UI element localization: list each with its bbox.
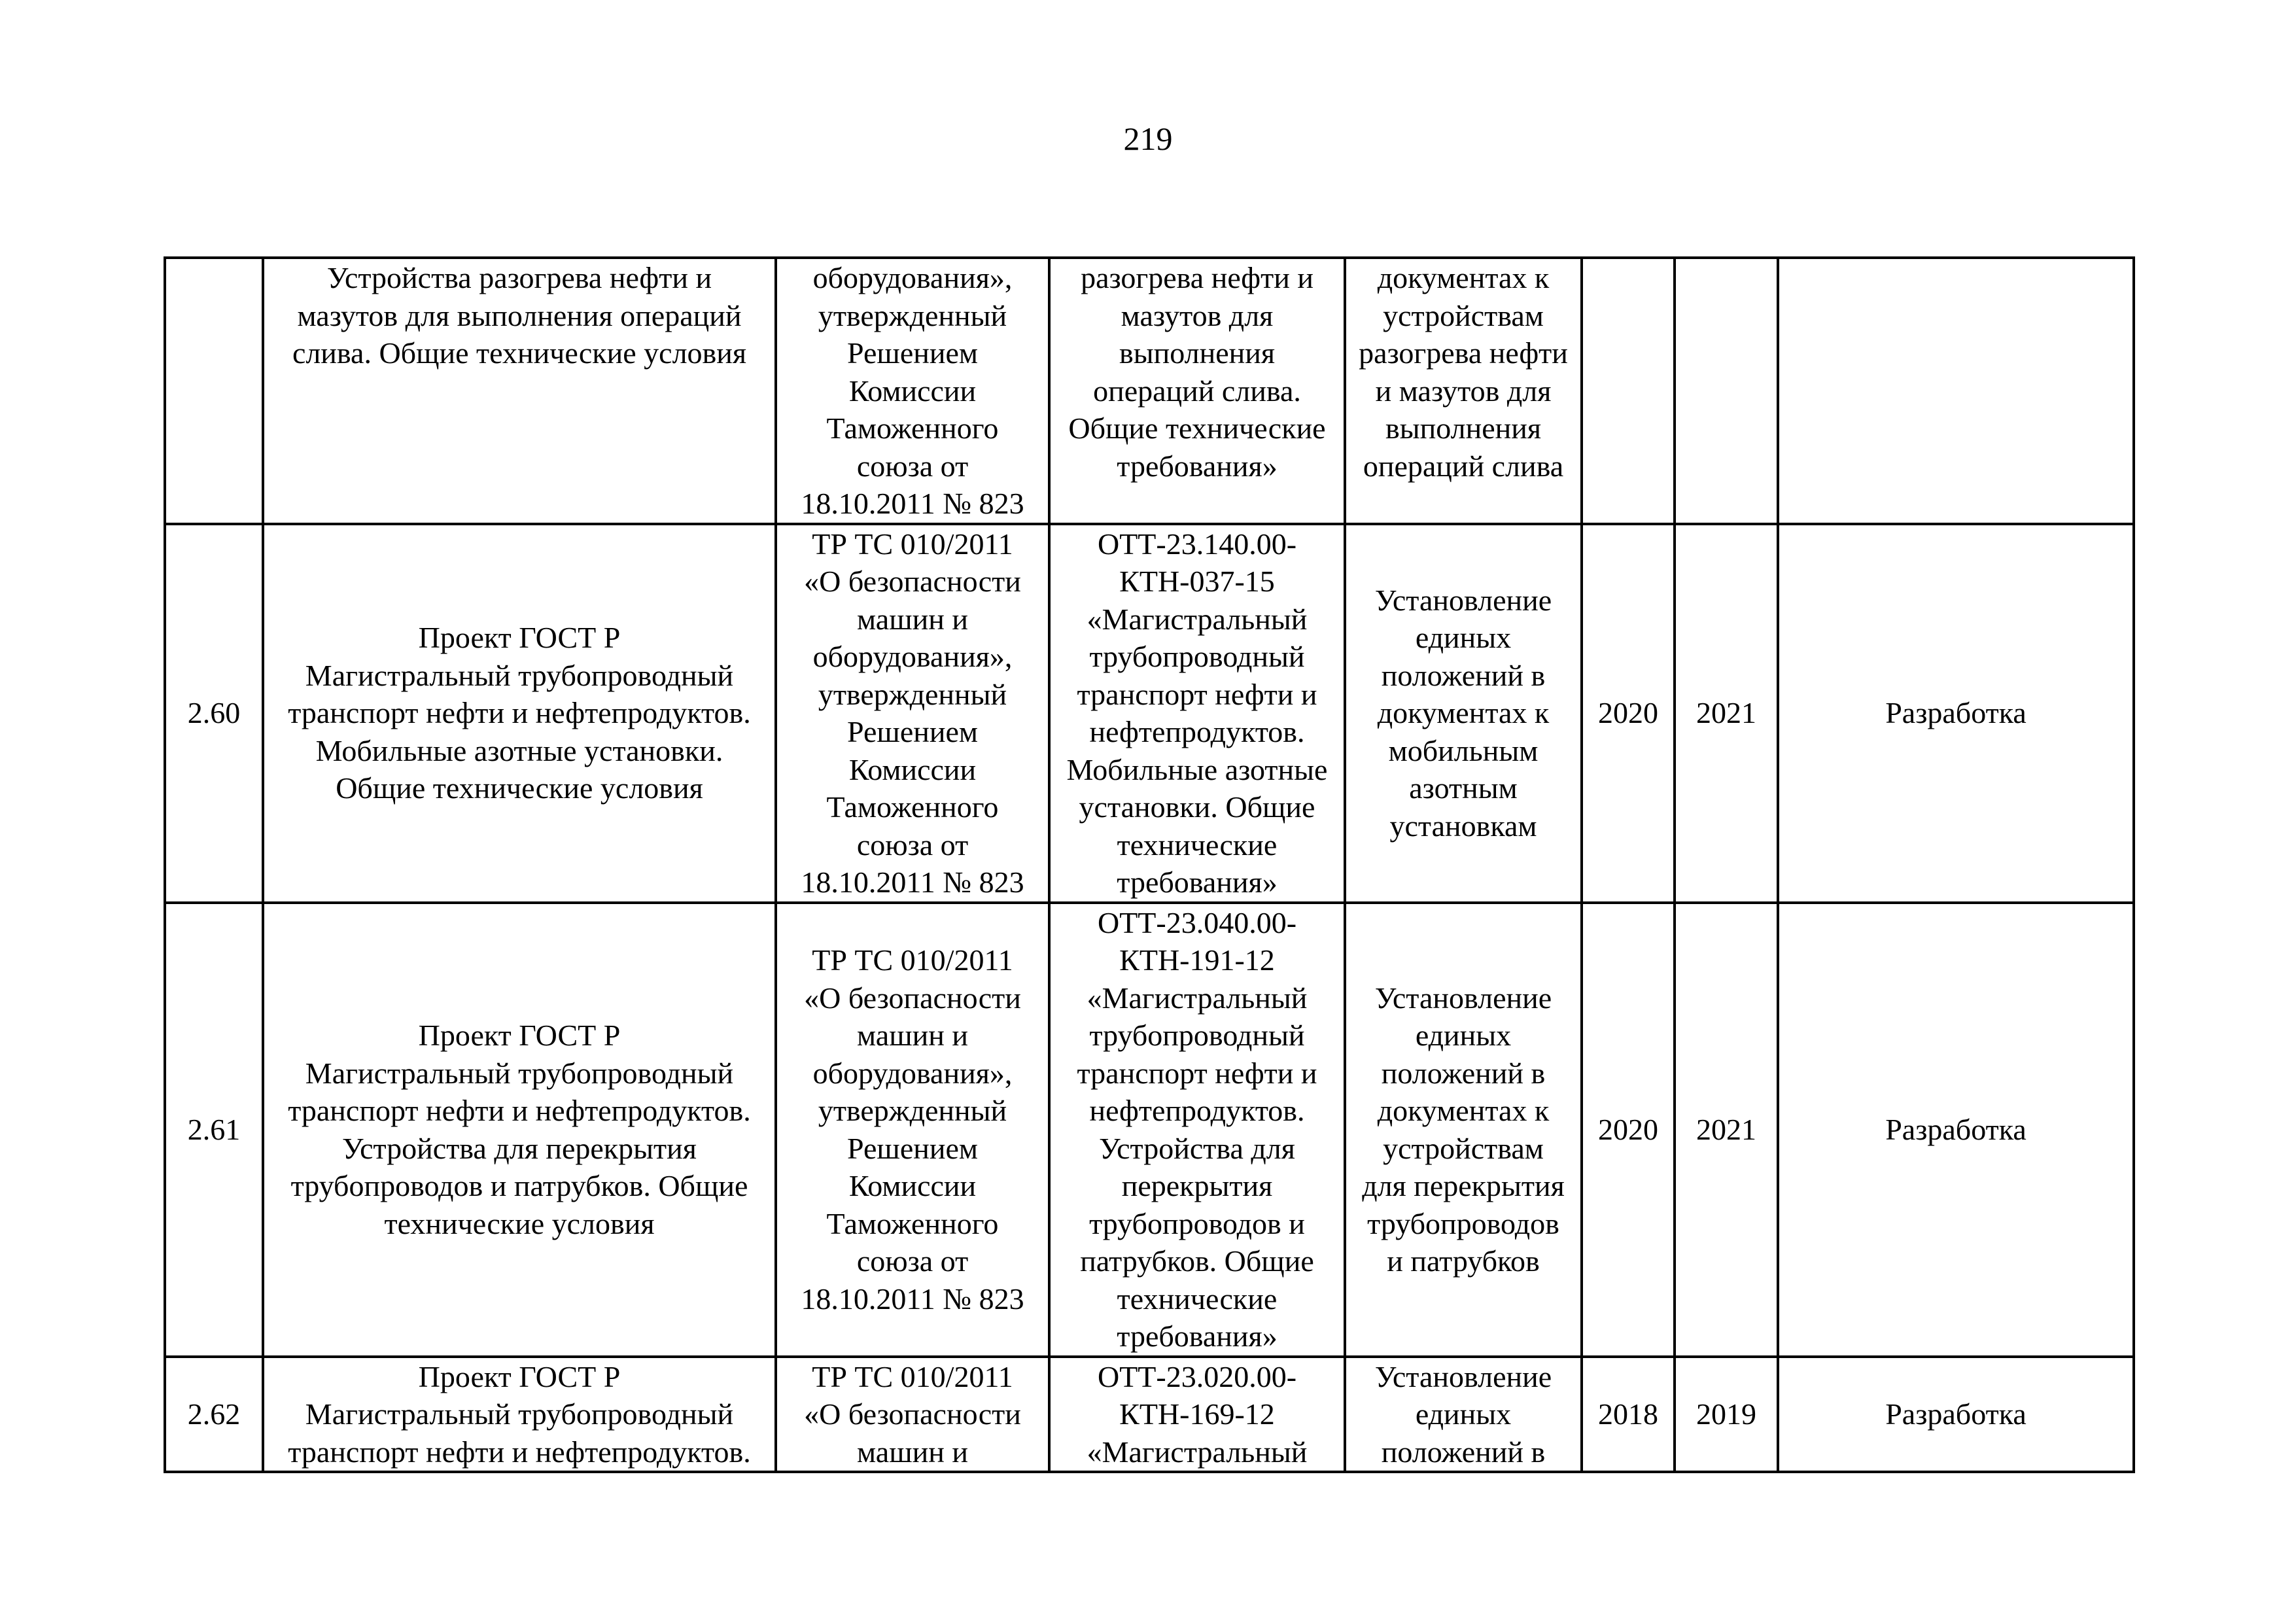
text-line: утвержденный	[818, 298, 1007, 332]
text-line: машин и	[857, 1435, 968, 1469]
text-line: транспорт нефти и нефтепродуктов.	[288, 1094, 751, 1127]
text-line: выполнения	[1385, 411, 1542, 445]
text-line: транспорт нефти и нефтепродуктов.	[288, 696, 751, 730]
text-line: трубопроводов и	[1089, 1206, 1305, 1240]
table-row	[165, 1357, 2134, 1473]
text-line: «Магистральный	[1087, 602, 1308, 636]
standard-name-cell	[263, 524, 776, 903]
text-line: нефтепродуктов.	[1089, 1094, 1305, 1127]
start-year-cell: 2020	[1582, 903, 1675, 1357]
table-row	[165, 903, 2134, 1357]
row-number-cell: 2.62	[165, 1357, 263, 1473]
text-line: транспорт нефти и	[1077, 1056, 1317, 1090]
text-line: Установление	[1374, 981, 1552, 1015]
ott-document-cell	[1049, 1357, 1345, 1473]
goal-cell	[1345, 258, 1582, 524]
text-line: Магистральный трубопроводный	[305, 1397, 734, 1431]
text-line: Общие технические	[1068, 411, 1326, 445]
text-line: Мобильные азотные	[1066, 752, 1328, 786]
text-line: «Магистральный	[1087, 981, 1308, 1015]
text-line: Комиссии	[848, 374, 977, 408]
text-line: союза от	[856, 1244, 969, 1278]
text-line: установкам	[1389, 809, 1537, 843]
text-line: Устройства для	[1099, 1131, 1295, 1165]
end-year-cell: 2021	[1675, 524, 1778, 903]
ott-document-cell	[1049, 258, 1345, 524]
text-line: документах к	[1377, 261, 1550, 294]
text-line: Решением	[847, 336, 978, 370]
text-line: Магистральный трубопроводный	[305, 658, 734, 692]
text-line: положений в	[1381, 1435, 1546, 1469]
text-line: выполнения	[1119, 336, 1276, 370]
ott-document-cell	[1049, 903, 1345, 1357]
text-line: разогрева нефти	[1359, 336, 1568, 370]
row-number-cell: 2.60	[165, 524, 263, 903]
text-line: «Магистральный	[1087, 1435, 1308, 1469]
text-line: Таможенного	[826, 411, 999, 445]
text-line: машин и	[857, 602, 968, 636]
text-line: установки. Общие	[1079, 790, 1315, 824]
goal-cell	[1345, 1357, 1582, 1473]
ott-document-cell	[1049, 524, 1345, 903]
text-line: документах к	[1377, 696, 1550, 730]
text-line: КТН-037-15	[1119, 565, 1275, 598]
text-line: положений в	[1381, 1056, 1546, 1090]
goal-cell	[1345, 524, 1582, 903]
text-line: мобильным	[1388, 733, 1539, 767]
text-line: трубопроводный	[1089, 640, 1305, 673]
text-line: машин и	[857, 1019, 968, 1052]
technical-regulation-cell	[776, 258, 1049, 524]
text-line: КТН-191-12	[1119, 943, 1275, 977]
goal-cell	[1345, 903, 1582, 1357]
row-number-cell	[165, 258, 263, 524]
text-line: единых	[1415, 1397, 1512, 1431]
text-line: ОТТ-23.140.00-	[1097, 527, 1297, 561]
text-line: трубопроводов	[1367, 1206, 1559, 1240]
text-line: 18.10.2011 № 823	[801, 487, 1024, 520]
text-line: и патрубков	[1387, 1244, 1540, 1278]
standard-name-cell	[263, 258, 776, 524]
text-line: Устройства для перекрытия	[342, 1131, 697, 1165]
text-line: Комиссии	[848, 1169, 977, 1202]
text-line: устройствам	[1383, 1131, 1544, 1165]
text-line: трубопроводов и патрубков. Общие	[290, 1169, 748, 1202]
text-line: Мобильные азотные установки.	[315, 733, 723, 767]
table-row	[165, 258, 2134, 524]
text-line: Установление	[1374, 583, 1552, 617]
text-line: 18.10.2011 № 823	[801, 865, 1024, 899]
technical-regulation-cell	[776, 903, 1049, 1357]
text-line: мазутов для выполнения операций	[297, 298, 742, 332]
text-line: транспорт нефти и	[1077, 677, 1317, 711]
text-line: Таможенного	[826, 1206, 999, 1240]
work-type-cell	[1778, 258, 2134, 524]
text-line: союза от	[856, 449, 969, 483]
text-line: технические условия	[384, 1206, 655, 1240]
end-year-cell	[1675, 258, 1778, 524]
start-year-cell	[1582, 258, 1675, 524]
text-line: Комиссии	[848, 752, 977, 786]
text-line: Проект ГОСТ Р	[418, 1359, 621, 1393]
text-line: патрубков. Общие	[1080, 1244, 1314, 1278]
text-line: Решением	[847, 1131, 978, 1165]
standard-name-cell	[263, 1357, 776, 1473]
text-line: требования»	[1117, 1319, 1278, 1353]
text-line: Проект ГОСТ Р	[418, 1019, 621, 1052]
text-line: положений в	[1381, 658, 1546, 692]
work-type-cell: Разработка	[1778, 903, 2134, 1357]
text-line: Решением	[847, 715, 978, 748]
start-year-cell: 2018	[1582, 1357, 1675, 1473]
text-line: 18.10.2011 № 823	[801, 1282, 1024, 1316]
page-number: 219	[1123, 120, 1173, 157]
text-line: «О безопасности	[804, 1397, 1021, 1431]
text-line: требования»	[1117, 449, 1278, 483]
text-line: перекрытия	[1121, 1169, 1273, 1202]
text-line: оборудования»,	[812, 1056, 1013, 1090]
text-line: оборудования»,	[812, 640, 1013, 673]
text-line: КТН-169-12	[1119, 1397, 1275, 1431]
text-line: для перекрытия	[1362, 1169, 1565, 1202]
end-year-cell: 2019	[1675, 1357, 1778, 1473]
text-line: требования»	[1117, 865, 1278, 899]
text-line: Магистральный трубопроводный	[305, 1056, 734, 1090]
text-line: нефтепродуктов.	[1089, 715, 1305, 748]
text-line: Таможенного	[826, 790, 999, 824]
text-line: ТР ТС 010/2011	[812, 527, 1013, 561]
text-line: документах к	[1377, 1094, 1550, 1127]
text-line: утвержденный	[818, 677, 1007, 711]
text-line: разогрева нефти и	[1081, 261, 1313, 294]
text-line: операций слива.	[1093, 374, 1301, 408]
text-line: азотным	[1409, 771, 1518, 805]
technical-regulation-cell	[776, 524, 1049, 903]
text-line: союза от	[856, 828, 969, 862]
text-line: устройствам	[1383, 298, 1544, 332]
text-line: «О безопасности	[804, 981, 1021, 1015]
text-line: оборудования»,	[812, 261, 1013, 294]
text-line: транспорт нефти и нефтепродуктов.	[288, 1435, 751, 1469]
end-year-cell: 2021	[1675, 903, 1778, 1357]
row-number-cell: 2.61	[165, 903, 263, 1357]
text-line: ТР ТС 010/2011	[812, 1359, 1013, 1393]
text-line: операций слива	[1363, 449, 1564, 483]
text-line: единых	[1415, 1019, 1512, 1052]
text-line: и мазутов для	[1375, 374, 1552, 408]
standard-name-cell	[263, 903, 776, 1357]
text-line: «О безопасности	[804, 565, 1021, 598]
work-type-cell: Разработка	[1778, 524, 2134, 903]
text-line: единых	[1415, 621, 1512, 655]
text-line: Проект ГОСТ Р	[418, 621, 621, 655]
text-line: трубопроводный	[1089, 1019, 1305, 1052]
text-line: Общие технические условия	[336, 771, 703, 805]
text-line: технические	[1117, 1282, 1278, 1316]
work-type-cell: Разработка	[1778, 1357, 2134, 1473]
text-line: мазутов для	[1121, 298, 1274, 332]
technical-regulation-cell	[776, 1357, 1049, 1473]
text-line: ТР ТС 010/2011	[812, 943, 1013, 977]
text-line: ОТТ-23.020.00-	[1097, 1359, 1297, 1393]
start-year-cell: 2020	[1582, 524, 1675, 903]
standards-table	[164, 256, 2135, 1473]
table-row	[165, 524, 2134, 903]
text-line: Установление	[1374, 1359, 1552, 1393]
text-line: технические	[1117, 828, 1278, 862]
text-line: утвержденный	[818, 1094, 1007, 1127]
text-line: Устройства разогрева нефти и	[326, 261, 712, 294]
text-line: слива. Общие технические условия	[292, 336, 747, 370]
text-line: ОТТ-23.040.00-	[1097, 905, 1297, 939]
